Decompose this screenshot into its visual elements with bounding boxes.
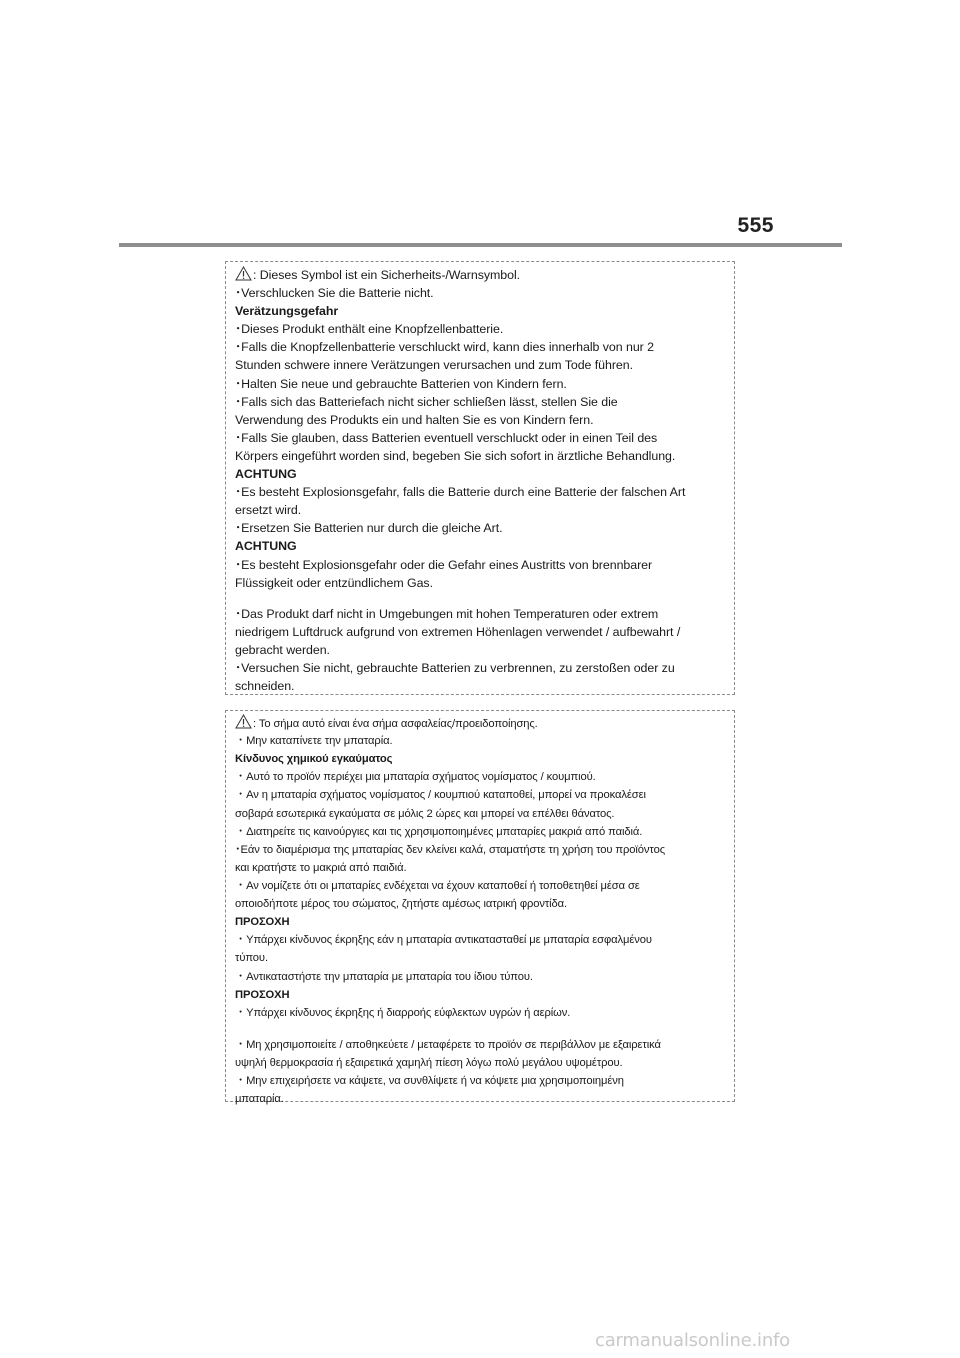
text-line — [235, 823, 734, 841]
line-text: ･Ersetzen Sie Batterien nur durch die gleiche Art. — [235, 521, 503, 536]
line-text: gebracht werden. — [235, 642, 330, 657]
text-line — [235, 677, 734, 695]
text-line — [235, 375, 734, 393]
line-text: ・Μην καταπίνετε την μπαταρία. — [235, 735, 393, 748]
line-text: : Το σήμα αυτό είναι ένα σήμα ασφαλείας/προειδοποίησης. — [253, 718, 538, 730]
header-rule — [119, 243, 842, 247]
text-line — [235, 1036, 734, 1054]
line-text: ･Εάν το διαμέρισμα της μπαταρίας δεν κλείνει καλά, σταματήστε τη χρήση του προϊόντος — [235, 843, 665, 856]
text-line — [235, 356, 734, 374]
text-line — [235, 641, 734, 659]
text-line — [235, 714, 734, 732]
line-text: ・Διατηρείτε τις καινούργιες και τις χρησιμοποιημένες μπαταρίες μακριά από παιδιά. — [235, 825, 643, 838]
line-text: ・Υπάρχει κίνδυνος έκρηξης ή διαρροής εύφλεκτων υγρών ή αερίων. — [235, 1006, 571, 1019]
german-warning-box — [225, 261, 735, 695]
line-text: ･Verschlucken Sie die Batterie nicht. — [235, 286, 434, 301]
warning-triangle-icon — [235, 266, 252, 281]
line-text: ・Μη χρησιμοποιείτε / αποθηκεύετε / μεταφέρετε το προϊόν σε περιβάλλον με εξαιρετικά — [235, 1038, 661, 1051]
line-text: ΠΡΟΣΟΧΗ — [235, 988, 290, 1001]
line-text: ・Αντικαταστήστε την μπαταρία με μπαταρία του ίδιου τύπου. — [235, 970, 533, 983]
line-text: ΠΡΟΣΟΧΗ — [235, 916, 290, 929]
text-line — [235, 338, 734, 356]
text-line — [235, 266, 734, 284]
blank-line — [235, 1022, 734, 1036]
text-line — [235, 623, 734, 641]
line-text: ･Das Produkt darf nicht in Umgebungen mit hohen Temperaturen oder extrem — [235, 606, 659, 621]
section-heading — [235, 537, 734, 555]
text-line — [235, 447, 734, 465]
section-heading — [235, 465, 734, 483]
text-line — [235, 968, 734, 986]
line-text: ersetzt wird. — [235, 503, 302, 518]
text-line — [235, 841, 734, 859]
line-text: ･Falls sich das Batteriefach nicht sicher schließen lässt, stellen Sie die — [235, 394, 618, 409]
text-line — [235, 483, 734, 501]
line-text: ・Υπάρχει κίνδυνος έκρηξης εάν η μπαταρία αντικατασταθεί με μπαταρία εσφαλμένου — [235, 934, 652, 947]
line-text: υψηλή θερμοκρασία ή εξαιρετικά χαμηλή πίεση λόγω πολύ μεγάλου υψομέτρου. — [235, 1056, 623, 1069]
text-line — [235, 1004, 734, 1022]
line-text: ･Versuchen Sie nicht, gebrauchte Batterien zu verbrennen, zu zerstoßen oder zu — [235, 660, 675, 675]
line-text: ・Αν η μπαταρία σχήματος νομίσματος / κουμπιού καταποθεί, μπορεί να προκαλέσει — [235, 789, 646, 802]
line-text: Verätzungsgefahr — [235, 304, 339, 319]
text-line — [235, 393, 734, 411]
section-heading — [235, 986, 734, 1004]
line-text: και κρατήστε το μακριά από παιδιά. — [235, 861, 407, 874]
line-text: niedrigem Luftdruck aufgrund von extremen Höhenlagen verwendet / aufbewahrt / — [235, 624, 681, 639]
text-line — [235, 1072, 734, 1090]
line-text: ･Dieses Produkt enthält eine Knopfzellenbatterie. — [235, 322, 504, 337]
text-line — [235, 411, 734, 429]
line-text: οποιοδήποτε μέρος του σώματος, ζητήστε αμέσως ιατρική φροντίδα. — [235, 898, 568, 911]
watermark: carmanualsonline.info — [595, 1330, 790, 1351]
text-line — [235, 1054, 734, 1072]
text-line — [235, 429, 734, 447]
line-text: Stunden schwere innere Verätzungen verursachen und zum Tode führen. — [235, 358, 634, 373]
line-text: ･Es besteht Explosionsgefahr oder die Gefahr eines Austritts von brennbarer — [235, 557, 653, 572]
blank-line — [235, 592, 734, 605]
line-text: ･Halten Sie neue und gebrauchte Batterien von Kindern fern. — [235, 376, 567, 391]
line-text: ・Αν νομίζετε ότι οι μπαταρίες ενδέχεται να έχουν καταποθεί ή τοποθετηθεί μέσα σε — [235, 879, 640, 892]
line-text: ･Falls Sie glauben, dass Batterien eventuell verschluckt oder in einen Teil des — [235, 430, 658, 445]
section-heading — [235, 750, 734, 768]
text-line — [235, 605, 734, 623]
text-line — [235, 786, 734, 804]
line-text: schneiden. — [235, 679, 295, 694]
text-line — [235, 284, 734, 302]
page-number: 555 — [737, 214, 774, 237]
line-text: μπαταρία. — [235, 1093, 284, 1106]
line-text: Κίνδυνος χημικού εγκαύματος — [235, 753, 393, 766]
text-line — [235, 931, 734, 949]
line-text: ・Μην επιχειρήσετε να κάψετε, να συνθλίψετε ή να κόψετε μια χρησιμοποιημένη — [235, 1075, 624, 1088]
text-line — [235, 859, 734, 877]
line-text: ･Es besteht Explosionsgefahr, falls die Batterie durch eine Batterie der falschen Art — [235, 485, 686, 500]
text-line — [235, 320, 734, 338]
text-line — [235, 895, 734, 913]
text-line — [235, 556, 734, 574]
line-text: ACHTUNG — [235, 467, 297, 482]
section-heading — [235, 913, 734, 931]
line-text: Verwendung des Produkts ein und halten Sie es von Kindern fern. — [235, 412, 594, 427]
section-heading — [235, 302, 734, 320]
greek-warning-box — [225, 710, 735, 1106]
text-line — [235, 659, 734, 677]
text-line — [235, 732, 734, 750]
line-text: σοβαρά εσωτερικά εγκαύματα σε μόλις 2 ώρες και μπορεί να επέλθει θάνατος. — [235, 807, 615, 820]
line-text: ・Αυτό το προϊόν περιέχει μια μπαταρία σχήματος νομίσματος / κουμπιού. — [235, 771, 596, 784]
text-line — [235, 1090, 734, 1108]
line-text: Flüssigkeit oder entzündlichem Gas. — [235, 575, 433, 590]
line-text: ACHTUNG — [235, 539, 297, 554]
line-text: : Dieses Symbol ist ein Sicherheits-/Warnsymbol. — [253, 268, 521, 282]
text-line — [235, 501, 734, 519]
line-text: τύπου. — [235, 952, 268, 965]
text-line — [235, 877, 734, 895]
text-line — [235, 805, 734, 823]
text-line — [235, 768, 734, 786]
text-line — [235, 574, 734, 592]
text-line — [235, 949, 734, 967]
warning-triangle-icon — [235, 714, 252, 729]
line-text: ･Falls die Knopfzellenbatterie verschluckt wird, kann dies innerhalb von nur 2 — [235, 340, 654, 355]
line-text: Körpers eingeführt worden sind, begeben Sie sich sofort in ärztliche Behandlung. — [235, 448, 676, 463]
text-line — [235, 519, 734, 537]
